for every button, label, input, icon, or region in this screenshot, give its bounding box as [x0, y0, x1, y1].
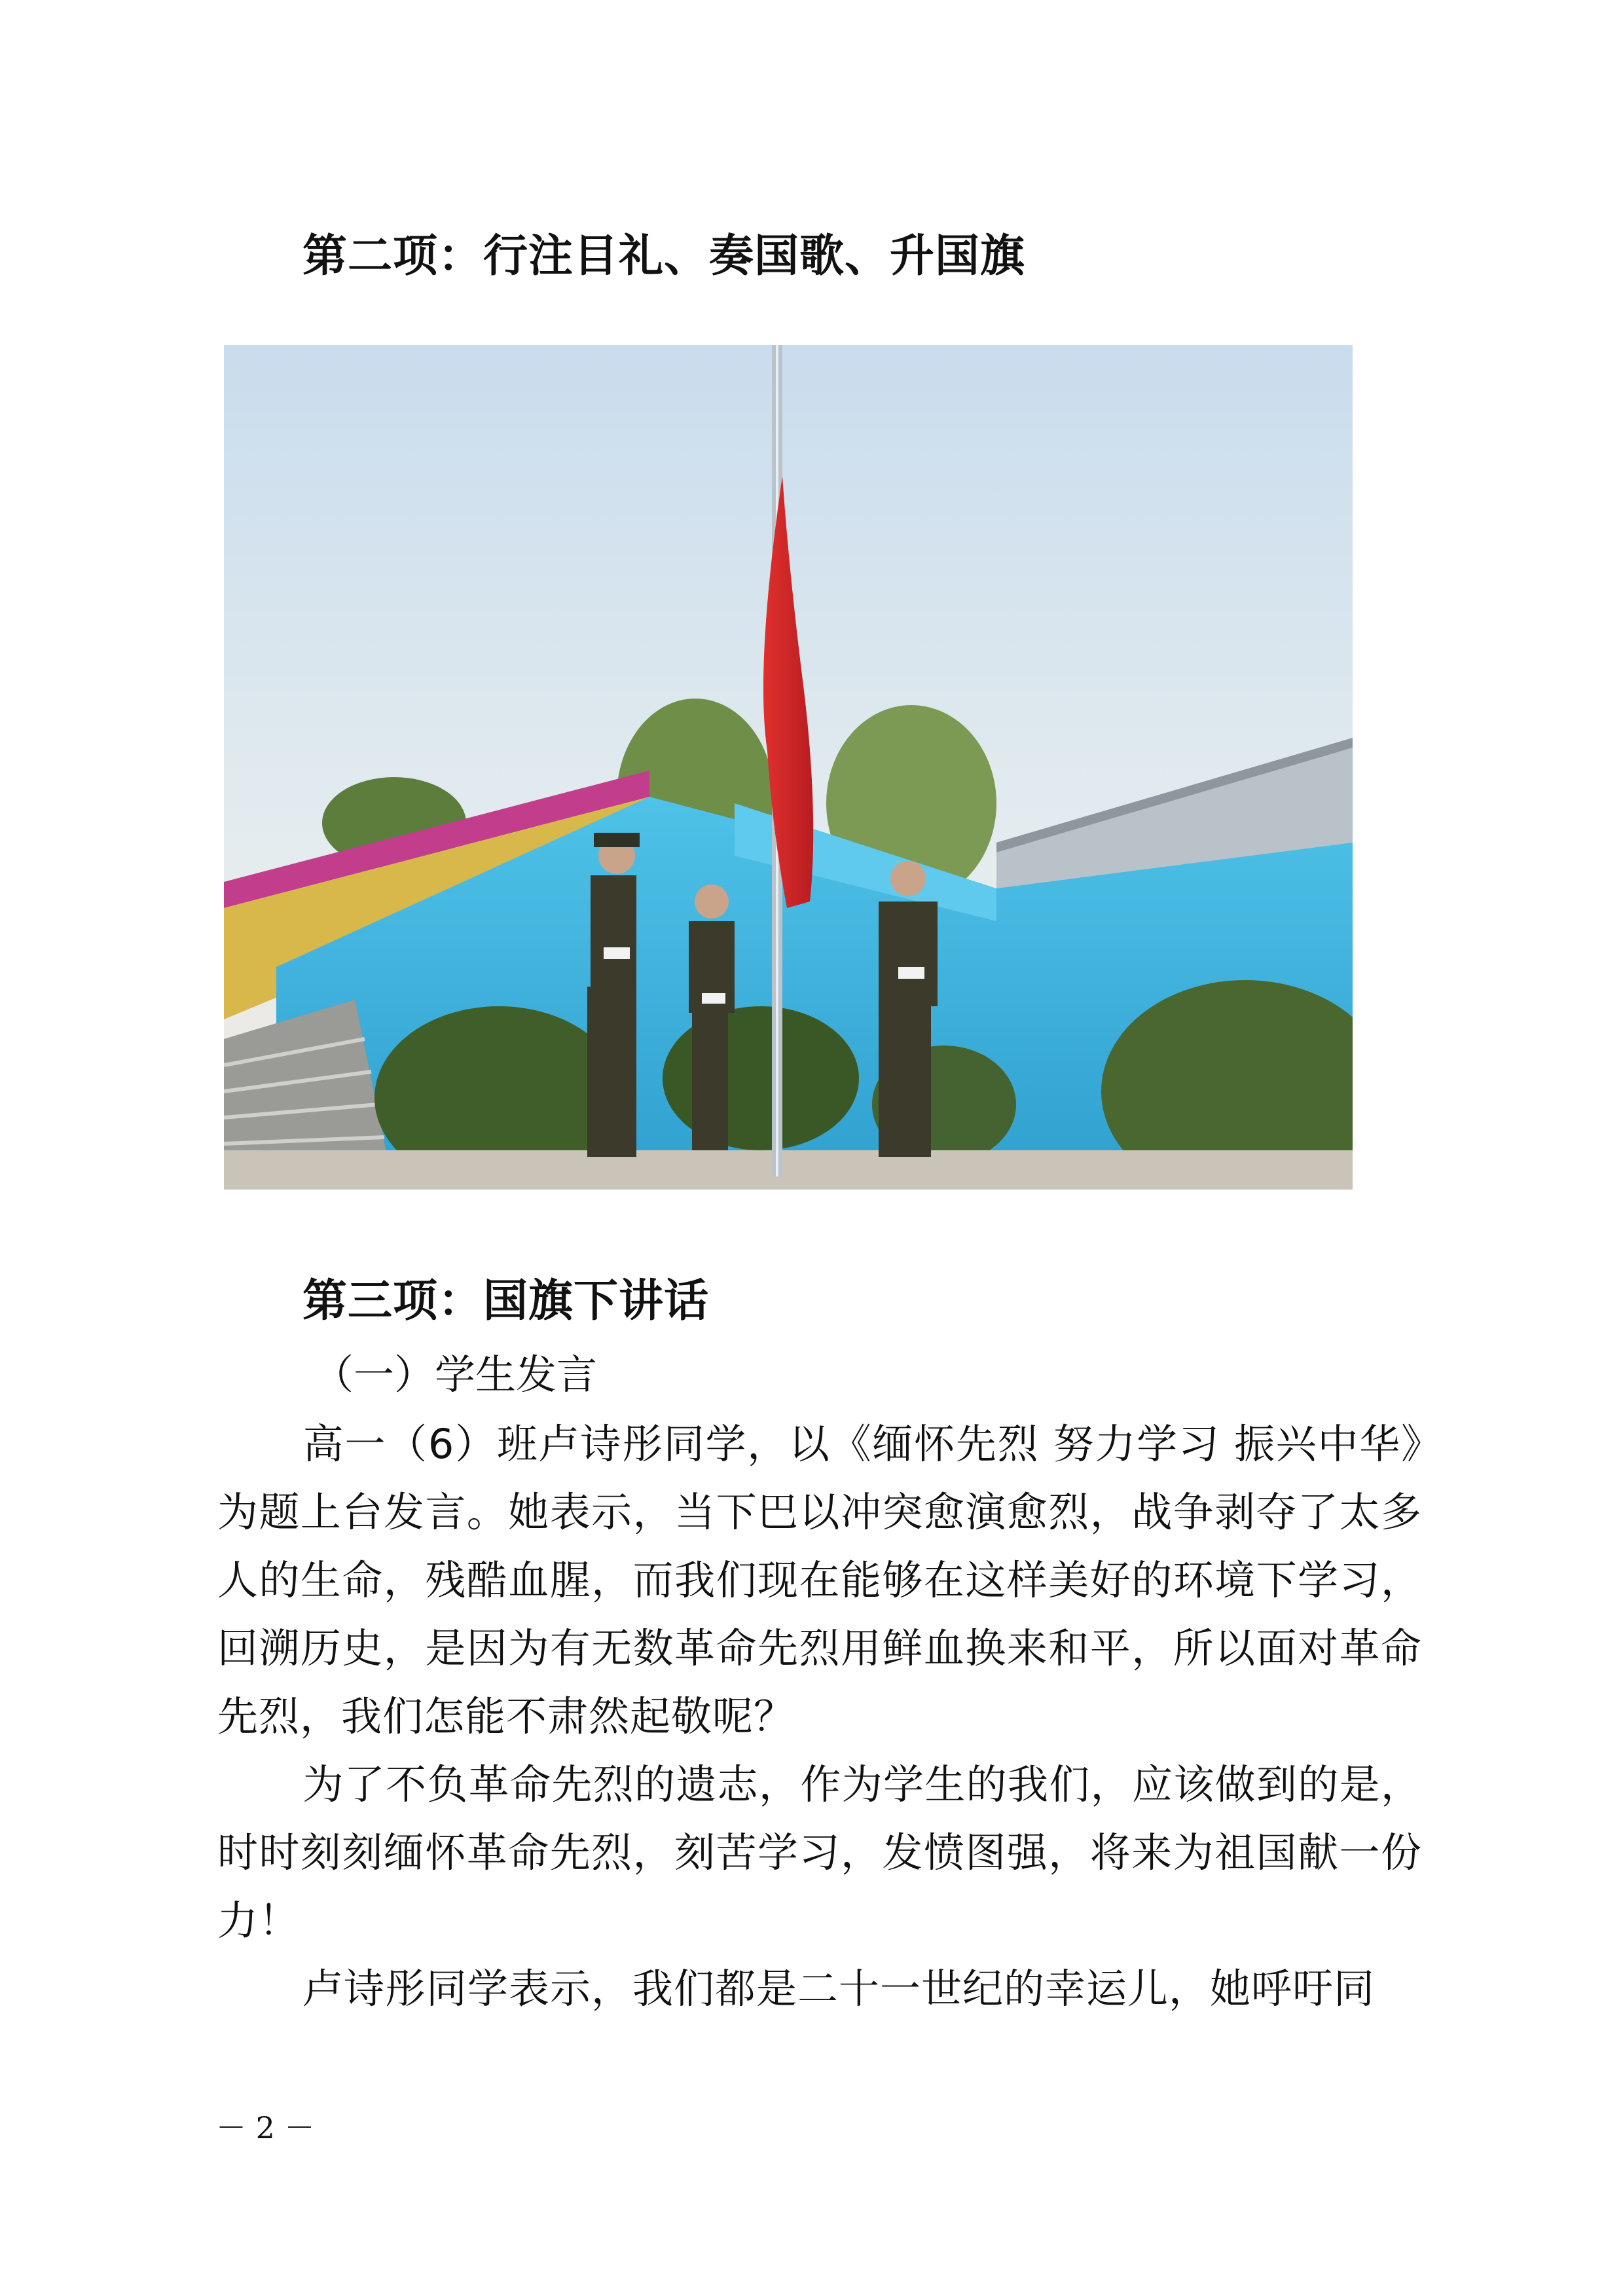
- paragraph: [217, 1955, 1422, 2023]
- section-heading-speech: 第三项：国旗下讲话: [302, 1275, 710, 1327]
- page-number: － 2 －: [216, 2110, 315, 2145]
- paragraph: [217, 1751, 1422, 1955]
- flag-raising-photo: [224, 345, 1353, 1190]
- subheading-student-speech: （一）学生发言: [313, 1351, 598, 1398]
- paragraph-text: 卢诗彤同学表示，我们都是二十一世纪的幸运儿，她呼吁同: [302, 1965, 1376, 2013]
- section-heading-flag-raising: 第二项：行注目礼、奏国歌、升国旗: [302, 230, 1026, 282]
- paragraph-text: 高一（6）班卢诗彤同学，以《缅怀先烈 努力学习 振兴中华》为题上台发言。她表示，当下巴以冲突愈演愈烈，战争剥夺了太多人的生命，残酷血腥，而我们现在能够在这样美好的环境下学习，回溯历史，是因为有无数革命先烈用鲜血换来和平，所以面对革命先烈，我们怎能不肃然起敬呢？: [217, 1420, 1422, 1740]
- paragraph: [217, 1410, 1422, 1751]
- paragraph-text: 为了不负革命先烈的遗志，作为学生的我们，应该做到的是，时时刻刻缅怀革命先烈，刻苦学习，发愤图强，将来为祖国献一份力！: [217, 1760, 1422, 1944]
